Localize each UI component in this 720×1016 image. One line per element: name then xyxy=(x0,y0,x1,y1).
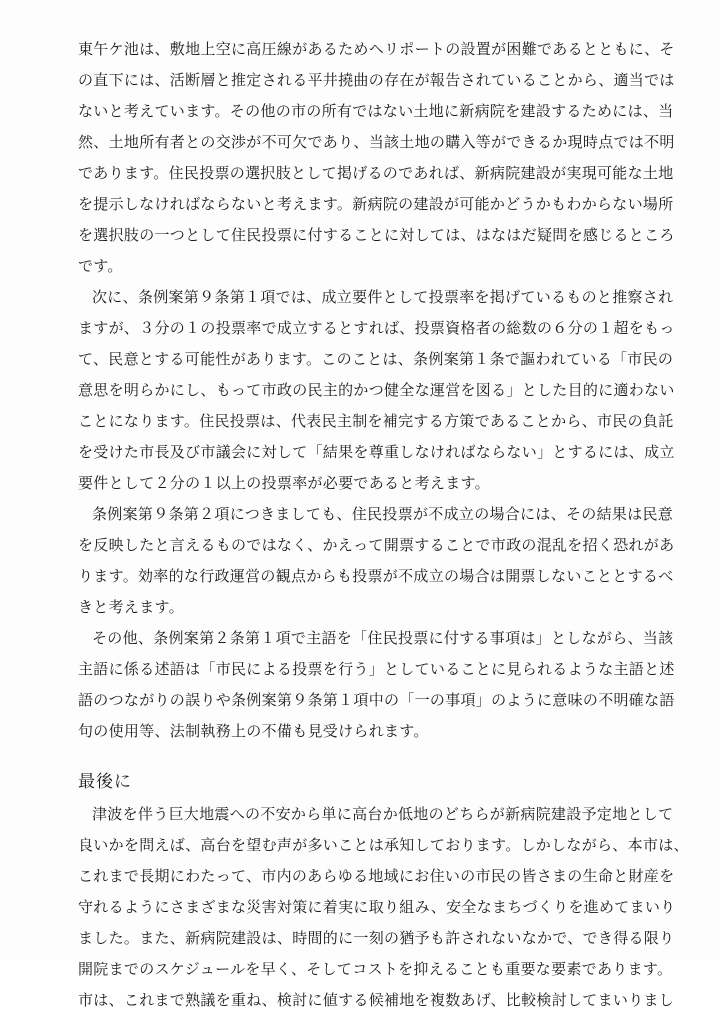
text-line: 守れるようにさまざまな災害対策に着実に取り組み、安全なまちづくりを進めてまいり xyxy=(78,898,676,916)
text-line: を受けた市長及び市議会に対して「結果を尊重しなければならない」とするには、成立 xyxy=(78,443,675,461)
text-line: を提示しなければならないと考えます。新病院の建設が可能かどうかもわからない場所 xyxy=(78,195,674,213)
text-line: ります。効率的な行政運営の観点からも投票が不成立の場合は開票しないこととするべ xyxy=(78,567,674,585)
text-line: 市は、これまで熟議を重ね、検討に値する候補地を複数あげ、比較検討してまいりまし xyxy=(78,991,675,1009)
text-line: その他、条例案第２条第１項で主語を「住民投票に付する事項は」としながら、当該 xyxy=(92,629,674,647)
paragraph-final xyxy=(78,799,689,1016)
text-line: て、民意とする可能性があります。このことは、条例案第１条で謳われている「市民の xyxy=(78,350,674,368)
text-line: であります。住民投票の選択肢として掲げるのであれば、新病院建設が実現可能な土地 xyxy=(78,164,674,182)
text-line: これまで長期にわたって、市内のあらゆる地域にお住いの市民の皆さまの生命と財産を xyxy=(78,867,675,885)
text-line: 語のつながりの誤りや条例案第９条第１項中の「一の事項」のように意味の不明確な語 xyxy=(78,691,675,709)
paragraph-4 xyxy=(78,623,675,747)
text-line: 意思を明らかにし、もって市政の民主的かつ健全な運営を図る」とした目的に適わない xyxy=(78,381,675,399)
text-line: 句の使用等、法制執務上の不備も見受けられます。 xyxy=(78,722,429,740)
text-line: 次に、条例案第９条第１項では、成立要件として投票率を掲げているものと推察され xyxy=(92,288,674,306)
section-heading: 最後に xyxy=(78,772,132,792)
text-line: を反映したと言えるものではなく、かえって開票することで市政の混乱を招く恐れがあ xyxy=(78,536,675,554)
text-line: を選択肢の一つとして住民投票に付することに対しては、はなはだ疑問を感じるところ xyxy=(78,226,675,244)
text-line: です。 xyxy=(78,257,123,275)
text-line: の直下には、活断層と推定される平井撓曲の存在が報告されていることから、適当では xyxy=(78,71,675,89)
text-line: 要件として２分の１以上の投票率が必要であると考えます。 xyxy=(78,474,490,492)
text-line: 主語に係る述語は「市民による投票を行う」としていることに見られるような主語と述 xyxy=(78,660,675,678)
section-spacer xyxy=(78,747,648,765)
text-line: ことになります。住民投票は、代表民主制を補完する方策であることから、市民の負託 xyxy=(78,412,674,430)
paragraph-2 xyxy=(78,282,675,499)
text-line: 良いかを問えば、高台を望む声が多いことは承知しております。しかしながら、本市は、 xyxy=(78,836,689,854)
text-line: ないと考えています。その他の市の所有ではない土地に新病院を建設するためには、当 xyxy=(78,102,674,120)
text-line: 津波を伴う巨大地震への不安から単に高台か低地のどちらが新病院建設予定地として xyxy=(92,805,674,823)
text-line: ました。また、新病院建設は、時間的に一刻の猶予も許されないなかで、でき得る限り xyxy=(78,929,675,947)
text-line: 東午ケ池は、敷地上空に高圧線があるためヘリポートの設置が困難であるとともに、そ xyxy=(78,40,675,58)
text-line: 然、土地所有者との交渉が不可欠であり、当該土地の購入等ができるか現時点では不明 xyxy=(78,133,675,151)
text-line: ますが、３分の１の投票率で成立するとすれば、投票資格者の総数の６分の１超をもっ xyxy=(78,319,675,337)
text-line: 開院までのスケジュールを早く、そしてコストを抑えることも重要な要素であります。 xyxy=(78,960,673,978)
text-line: きと考えます。 xyxy=(78,598,184,616)
document-body xyxy=(78,34,689,1016)
text-line: 条例案第９条第２項につきましても、住民投票が不成立の場合には、その結果は民意 xyxy=(92,505,674,523)
paragraph-3 xyxy=(78,499,675,623)
paragraph-1 xyxy=(78,34,675,282)
